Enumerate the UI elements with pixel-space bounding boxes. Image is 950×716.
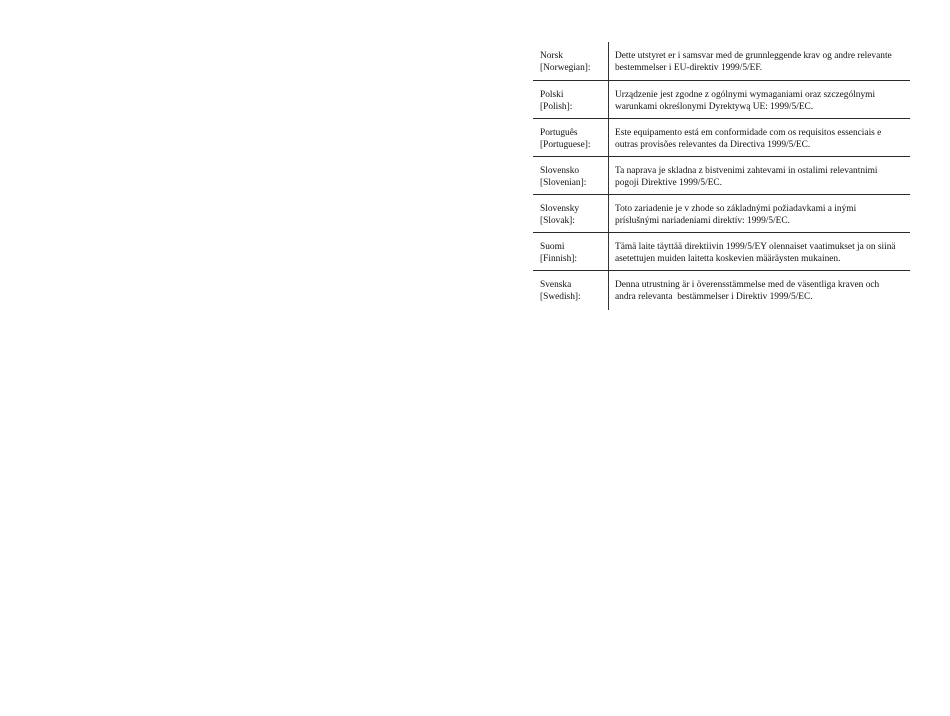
declaration-text-line: Dette utstyret er i samsvar med de grunnleggende krav og andre relevante <box>615 51 892 61</box>
declaration-text-cell <box>609 233 910 270</box>
language-cell <box>533 271 609 310</box>
declaration-text-line: asetettujen muiden laitetta koskevien määräysten mukainen. <box>615 254 841 264</box>
declaration-row-norwegian <box>533 42 910 80</box>
declaration-text-cell <box>609 271 910 310</box>
declaration-text-line: bestemmelser i EU-direktiv 1999/5/EF. <box>615 63 763 73</box>
language-name-english: [Finnish]: <box>540 254 577 264</box>
language-name-english: [Polish]: <box>540 102 573 112</box>
declaration-text-line: andra relevanta bestämmelser i Direktiv 1999/5/EC. <box>615 292 813 302</box>
language-name-english: [Slovak]: <box>540 216 575 226</box>
declaration-table <box>533 42 910 310</box>
language-name-english: [Swedish]: <box>540 292 581 302</box>
declaration-row-portuguese <box>533 118 910 156</box>
language-name-english: [Portuguese]: <box>540 140 591 150</box>
declaration-text-line: Este equipamento está em conformidade com os requisitos essenciais e <box>615 128 882 138</box>
declaration-text-cell <box>609 119 910 156</box>
declaration-text-line: Ta naprava je skladna z bistvenimi zahtevami in ostalimi relevantnimi <box>615 166 878 176</box>
language-cell <box>533 195 609 232</box>
declaration-row-slovak <box>533 194 910 232</box>
declaration-text-line: outras provisões relevantes da Directiva 1999/5/EC. <box>615 140 811 150</box>
language-name-english: [Norwegian]: <box>540 63 591 73</box>
declaration-row-slovenian <box>533 156 910 194</box>
declaration-text-cell <box>609 195 910 232</box>
language-name: Norsk <box>540 51 563 61</box>
language-name-english: [Slovenian]: <box>540 178 587 188</box>
declaration-row-polish <box>533 80 910 118</box>
language-cell <box>533 42 609 80</box>
declaration-text-line: Denna utrustning är i överensstämmelse med de väsentliga kraven och <box>615 280 880 290</box>
language-name: Svenska <box>540 280 572 290</box>
declaration-text-line: pogoji Direktive 1999/5/EC. <box>615 178 723 188</box>
declaration-row-swedish <box>533 270 910 310</box>
declaration-text-line: príslušnými nariadeniami direktív: 1999/5/EC. <box>615 216 790 226</box>
language-name: Polski <box>540 90 564 100</box>
language-cell <box>533 119 609 156</box>
language-name: Português <box>540 128 578 138</box>
language-cell <box>533 81 609 118</box>
declaration-text-line: warunkami określonymi Dyrektywą UE: 1999/5/EC. <box>615 102 814 112</box>
language-cell <box>533 233 609 270</box>
declaration-text-cell <box>609 157 910 194</box>
language-name: Slovensko <box>540 166 580 176</box>
language-cell <box>533 157 609 194</box>
declaration-text-cell <box>609 42 910 80</box>
declaration-text-line: Urządzenie jest zgodne z ogólnymi wymaganiami oraz szczególnymi <box>615 90 876 100</box>
declaration-row-finnish <box>533 232 910 270</box>
declaration-text-line: Tämä laite täyttää direktiivin 1999/5/EY olennaiset vaatimukset ja on siinä <box>615 242 896 252</box>
language-name: Slovensky <box>540 204 580 214</box>
language-name: Suomi <box>540 242 565 252</box>
declaration-text-cell <box>609 81 910 118</box>
declaration-text-line: Toto zariadenie je v zhode so základnými požiadavkami a inými <box>615 204 857 214</box>
